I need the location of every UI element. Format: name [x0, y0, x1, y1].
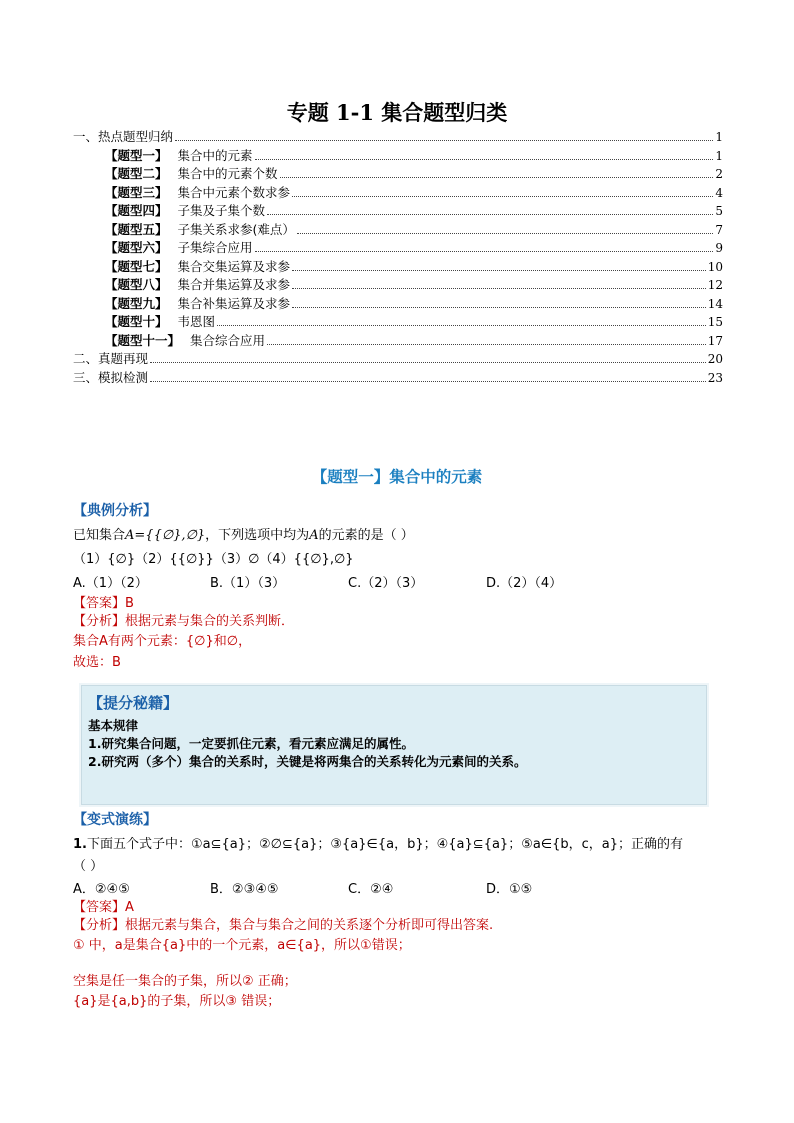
- example-question: 已知集合A={{∅},∅}，下列选项中均为A的元素的是（ ）: [73, 528, 414, 543]
- variant-answer: 【答案】A: [73, 900, 134, 915]
- toc-tag: 【题型四】: [105, 203, 168, 218]
- toc-text: 子集关系求参(难点）: [177, 221, 295, 237]
- toc-page-number: 1: [715, 130, 723, 144]
- tip-heading: 基本规律: [88, 718, 139, 733]
- variant-question-paren: （ ）: [73, 859, 104, 874]
- toc-leader-dots: [255, 147, 714, 160]
- toc-page-number: 10: [707, 259, 723, 274]
- variant-analysis: 【分析】根据元素与集合，集合与集合之间的关系逐个分析即可得出答案.: [73, 918, 494, 933]
- toc-page-number: 1: [715, 148, 723, 163]
- toc-row[interactable]: [73, 369, 723, 387]
- toc-row[interactable]: [105, 165, 723, 183]
- toc-leader-dots: [175, 128, 713, 141]
- toc-page-number: 4: [715, 185, 723, 200]
- toc-tag: 【题型七】: [105, 258, 168, 274]
- toc-leader-dots: [280, 165, 714, 178]
- toc-page-number: 9: [715, 241, 723, 255]
- toc-row[interactable]: [105, 295, 723, 313]
- variant-choice-b: B．②③④⑤: [210, 882, 279, 897]
- toc-row[interactable]: [105, 184, 723, 202]
- toc-text: 集合中的元素个数: [177, 166, 278, 181]
- toc-text: 集合补集运算及求参: [177, 295, 291, 311]
- toc-page-number: 7: [715, 222, 723, 237]
- toc-tag: 【题型五】: [105, 221, 168, 237]
- toc-text: 集合中的元素: [177, 147, 253, 163]
- toc-page-number: 5: [715, 204, 723, 218]
- variant-label: 【变式演练】: [73, 812, 157, 828]
- toc-row[interactable]: [105, 332, 723, 350]
- toc-text: 子集及子集个数: [177, 203, 266, 218]
- toc-tag: 【题型二】: [105, 166, 168, 181]
- toc-tag: 【题型十】: [105, 314, 168, 329]
- example-explanation-1: 集合A有两个元素：{∅}和∅，: [73, 634, 252, 649]
- example-choice-d: D.（2）（4）: [486, 576, 563, 591]
- toc-row[interactable]: [105, 258, 723, 276]
- toc-leader-dots: [267, 332, 706, 345]
- toc-page-number: 17: [707, 333, 723, 348]
- example-analysis: 【分析】根据元素与集合的关系判断．: [73, 614, 295, 629]
- section-title: 【题型一】集合中的元素: [311, 468, 483, 486]
- tip-box: [81, 685, 707, 805]
- toc-page-number: 20: [707, 352, 723, 366]
- toc-page-number: 23: [707, 370, 723, 385]
- toc-text: 集合并集运算及求参: [177, 277, 291, 292]
- document-title: 专题 1-1 集合题型归类: [286, 100, 508, 125]
- toc-leader-dots: [150, 350, 706, 363]
- toc-text: 一、热点题型归纳: [73, 129, 174, 144]
- toc-leader-dots: [292, 184, 713, 197]
- toc-row[interactable]: [105, 221, 723, 239]
- toc-leader-dots: [255, 239, 714, 252]
- toc-row[interactable]: [105, 313, 723, 331]
- tip-line-1: 1.研究集合问题，一定要抓住元素，看元素应满足的属性。: [88, 736, 414, 751]
- toc-leader-dots: [217, 313, 706, 326]
- variant-explanation-2: 空集是任一集合的子集，所以② 正确；: [73, 974, 297, 989]
- variant-choice-a: A．②④⑤: [73, 882, 130, 897]
- variant-choice-c: C．②④: [348, 882, 394, 897]
- toc-leader-dots: [267, 202, 713, 215]
- toc-text: 集合综合应用: [190, 332, 266, 348]
- toc-tag: 【题型六】: [105, 240, 168, 255]
- toc-text: 子集综合应用: [177, 240, 253, 255]
- toc-row[interactable]: [73, 128, 723, 146]
- toc-page-number: 2: [715, 167, 723, 181]
- toc-page-number: 12: [707, 278, 723, 292]
- example-explanation-2: 故选：B: [73, 655, 121, 670]
- example-choice-b: B.（1）（3）: [210, 576, 286, 591]
- toc-leader-dots: [292, 295, 706, 308]
- example-choice-c: C.（2）（3）: [348, 576, 424, 591]
- example-answer: 【答案】B: [73, 596, 134, 611]
- toc-leader-dots: [292, 276, 706, 289]
- toc-leader-dots: [150, 369, 706, 382]
- toc-text: 集合中元素个数求参: [177, 184, 291, 200]
- toc-leader-dots: [297, 221, 713, 234]
- example-items: （1）{∅}（2）{{∅}}（3）∅（4）{{∅},∅}: [73, 552, 354, 567]
- toc-tag: 【题型九】: [105, 295, 168, 311]
- variant-explanation-1: ① 中，a是集合{a}中的一个元素，a∈{a}，所以①错误；: [73, 938, 411, 953]
- toc-text: 三、模拟检测: [73, 369, 149, 385]
- toc-row[interactable]: [105, 147, 723, 165]
- variant-question: 1.下面五个式子中：①a⊆{a}；②∅⊆{a}；③{a}∈{a，b}；④{a}⊆{a}；⑤a∈{b，c，a}；正确的有: [73, 837, 684, 852]
- toc-page-number: 15: [707, 315, 723, 329]
- toc-row[interactable]: [105, 276, 723, 294]
- example-label: 【典例分析】: [73, 503, 157, 519]
- toc-tag: 【题型三】: [105, 184, 168, 200]
- toc-text: 韦恩图: [177, 314, 216, 329]
- toc-leader-dots: [292, 258, 706, 271]
- example-choice-a: A.（1）（2）: [73, 576, 148, 591]
- toc-text: 二、真题再现: [73, 351, 149, 366]
- variant-choice-d: D．①⑤: [486, 882, 533, 897]
- toc-text: 集合交集运算及求参: [177, 258, 291, 274]
- toc-row[interactable]: [105, 239, 723, 257]
- toc-tag: 【题型十一】: [105, 332, 181, 348]
- toc-tag: 【题型一】: [105, 147, 168, 163]
- tip-line-2: 2.研究两（多个）集合的关系时，关键是将两集合的关系转化为元素间的关系。: [88, 754, 527, 769]
- toc-row[interactable]: [105, 202, 723, 220]
- tip-title: 【提分秘籍】: [88, 694, 179, 712]
- variant-explanation-3: {a}是{a,b}的子集，所以③ 错误；: [73, 994, 281, 1009]
- toc-page-number: 14: [707, 296, 723, 311]
- toc-row[interactable]: [73, 350, 723, 368]
- toc-tag: 【题型八】: [105, 277, 168, 292]
